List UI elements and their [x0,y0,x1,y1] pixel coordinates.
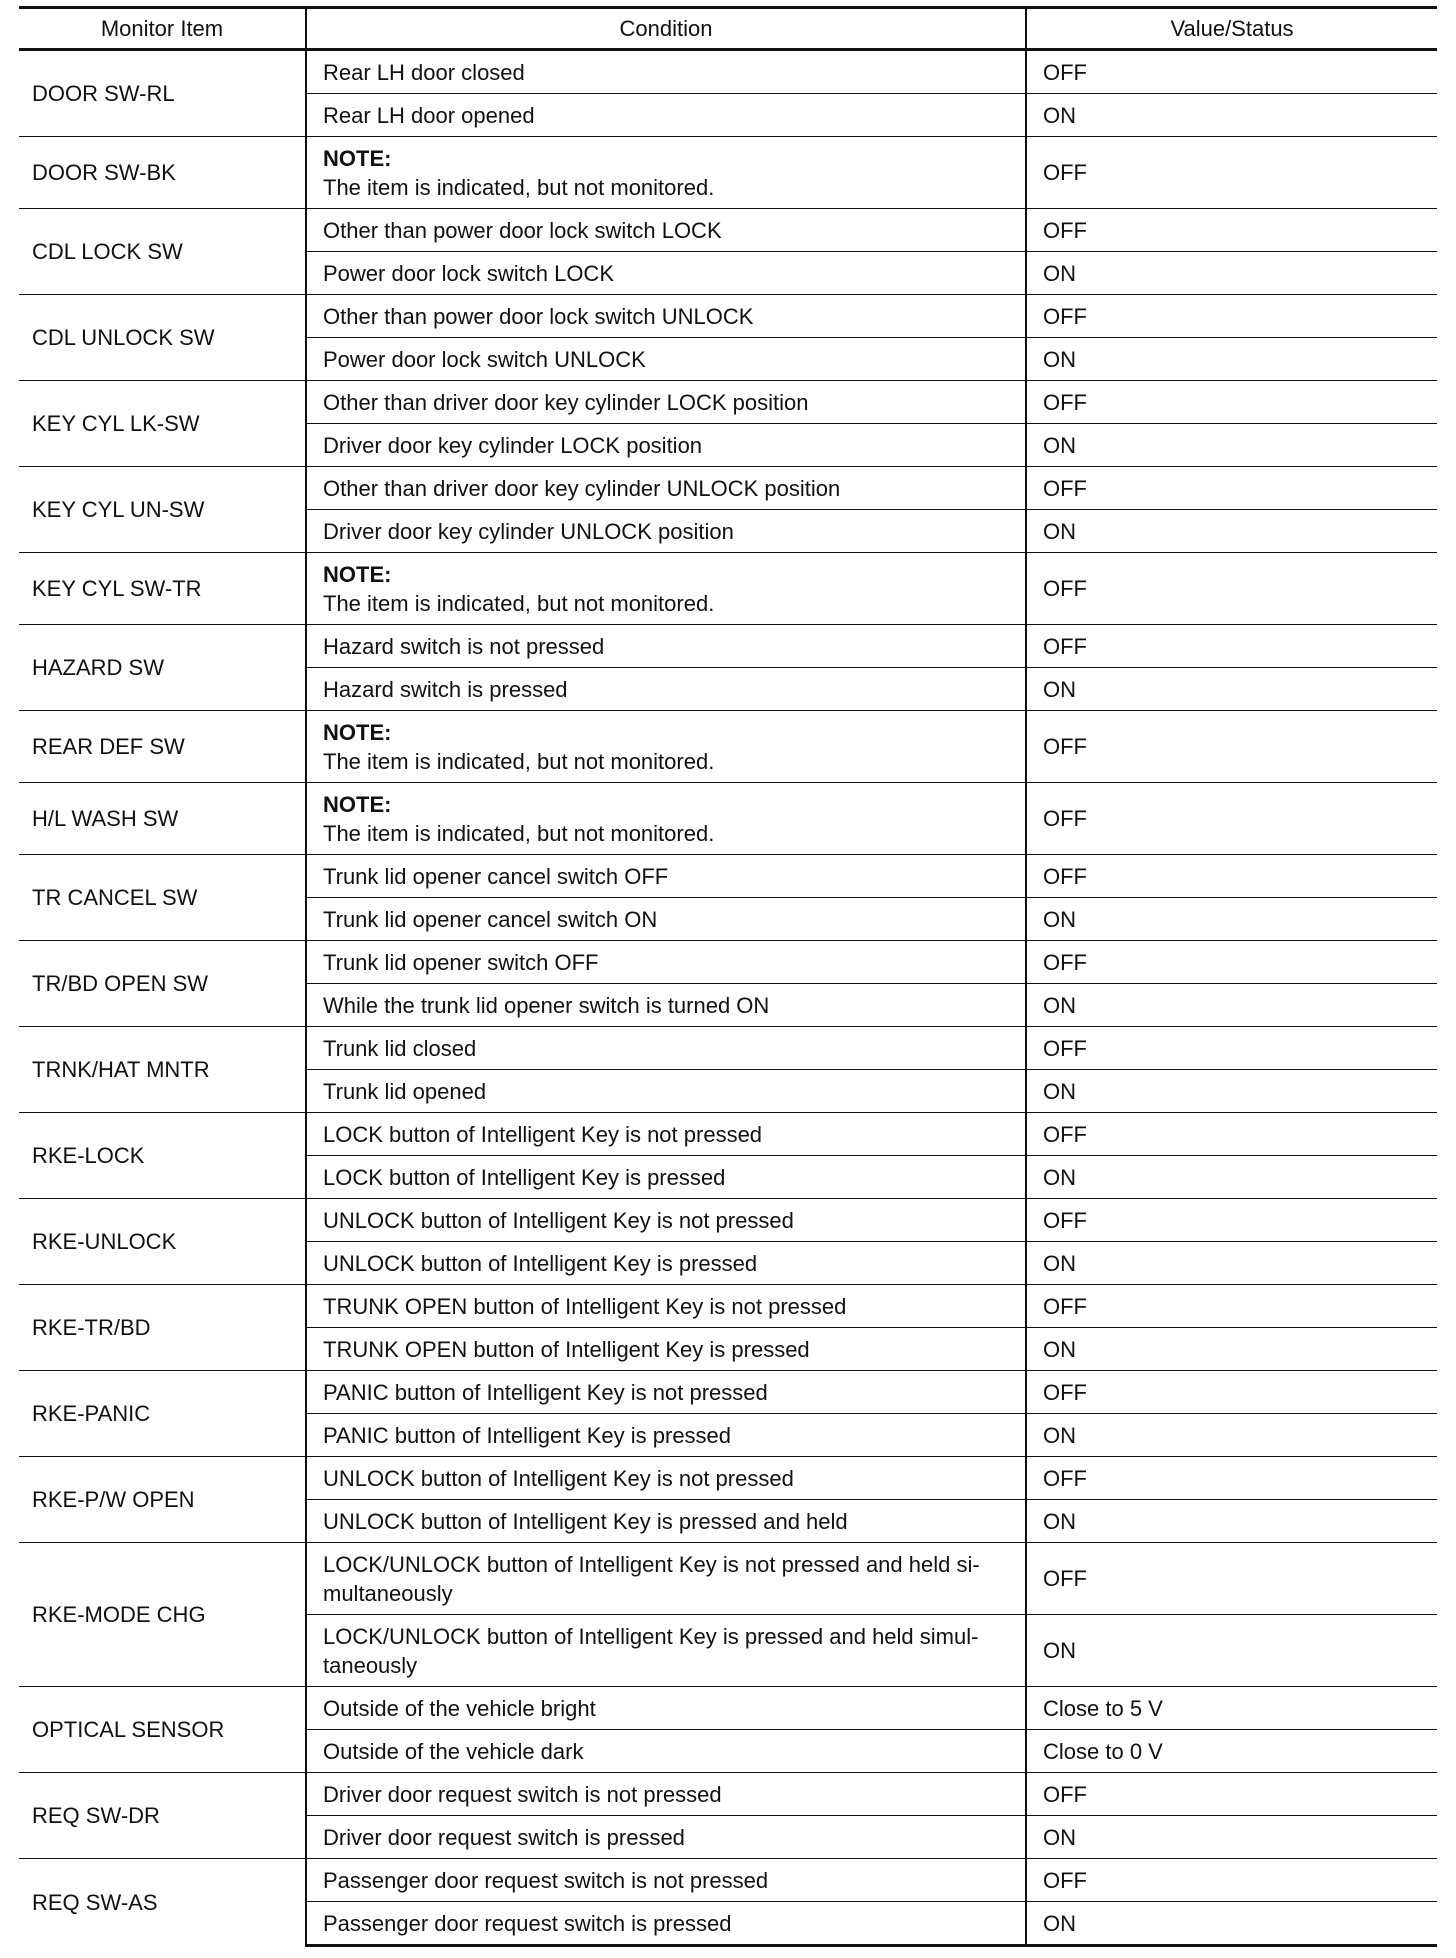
monitor-item-cell: RKE-P/W OPEN [19,1457,306,1543]
value-status-cell: ON [1026,668,1437,711]
monitor-item-cell: CDL LOCK SW [19,209,306,295]
value-status-cell: Close to 5 V [1026,1687,1437,1730]
value-status-cell: OFF [1026,1113,1437,1156]
condition-cell [306,783,1026,855]
condition-cell: While the trunk lid opener switch is turned ON [306,984,1026,1027]
condition-cell: UNLOCK button of Intelligent Key is pressed [306,1242,1026,1285]
table-row [19,1543,1437,1615]
header-row [19,8,1437,50]
condition-cell: Hazard switch is pressed [306,668,1026,711]
value-status-cell: OFF [1026,855,1437,898]
condition-cell: Trunk lid opener cancel switch ON [306,898,1026,941]
note-label: NOTE: [323,791,392,817]
table-row [19,625,1437,668]
value-status-cell: OFF [1026,941,1437,984]
value-status-cell: OFF [1026,137,1437,209]
value-status-cell: Close to 0 V [1026,1730,1437,1773]
header-value-status: Value/Status [1026,8,1437,50]
monitor-item-cell: RKE-TR/BD [19,1285,306,1371]
condition-cell: LOCK/UNLOCK button of Intelligent Key is pressed and held simul- taneously [306,1615,1026,1687]
monitor-item-table [19,6,1437,1947]
monitor-item-cell: RKE-LOCK [19,1113,306,1199]
condition-cell: Hazard switch is not pressed [306,625,1026,668]
value-status-cell: OFF [1026,50,1437,94]
value-status-cell: ON [1026,898,1437,941]
value-status-cell: ON [1026,984,1437,1027]
value-status-cell: ON [1026,1500,1437,1543]
value-status-cell: ON [1026,1414,1437,1457]
condition-cell: Other than power door lock switch LOCK [306,209,1026,252]
condition-cell: UNLOCK button of Intelligent Key is not pressed [306,1199,1026,1242]
table-body [19,50,1437,1946]
condition-cell: Outside of the vehicle dark [306,1730,1026,1773]
condition-cell: Driver door request switch is not pressed [306,1773,1026,1816]
note-text: The item is indicated, but not monitored. [323,174,715,200]
monitor-item-cell: RKE-PANIC [19,1371,306,1457]
value-status-cell: OFF [1026,1371,1437,1414]
condition-cell: Passenger door request switch is pressed [306,1902,1026,1946]
value-status-cell: OFF [1026,625,1437,668]
value-status-cell: ON [1026,94,1437,137]
monitor-item-cell: H/L WASH SW [19,783,306,855]
table-row [19,553,1437,625]
value-status-cell: ON [1026,1615,1437,1687]
value-status-cell: ON [1026,1242,1437,1285]
condition-cell: LOCK/UNLOCK button of Intelligent Key is not pressed and held si- multaneously [306,1543,1026,1615]
condition-cell: Driver door key cylinder UNLOCK position [306,510,1026,553]
value-status-cell: OFF [1026,1543,1437,1615]
monitor-item-cell: OPTICAL SENSOR [19,1687,306,1773]
value-status-cell: OFF [1026,1199,1437,1242]
value-status-cell: OFF [1026,209,1437,252]
condition-cell: Power door lock switch UNLOCK [306,338,1026,381]
condition-cell: LOCK button of Intelligent Key is pressed [306,1156,1026,1199]
monitor-item-cell: REAR DEF SW [19,711,306,783]
table-row [19,1773,1437,1816]
condition-cell: Driver door request switch is pressed [306,1816,1026,1859]
table-row [19,381,1437,424]
condition-cell: PANIC button of Intelligent Key is pressed [306,1414,1026,1457]
monitor-item-cell: RKE-UNLOCK [19,1199,306,1285]
table-row [19,209,1437,252]
monitor-item-cell: REQ SW-DR [19,1773,306,1859]
value-status-cell: OFF [1026,711,1437,783]
condition-cell: TRUNK OPEN button of Intelligent Key is not pressed [306,1285,1026,1328]
condition-cell: Passenger door request switch is not pressed [306,1859,1026,1902]
table-row [19,137,1437,209]
value-status-cell: ON [1026,1902,1437,1946]
table-row [19,783,1437,855]
note-label: NOTE: [323,145,392,171]
note-label: NOTE: [323,719,392,745]
condition-cell: Rear LH door opened [306,94,1026,137]
table-row [19,50,1437,94]
value-status-cell: OFF [1026,381,1437,424]
condition-cell [306,137,1026,209]
value-status-cell: OFF [1026,783,1437,855]
table-row [19,1113,1437,1156]
condition-cell: LOCK button of Intelligent Key is not pressed [306,1113,1026,1156]
monitor-item-cell: TR CANCEL SW [19,855,306,941]
condition-cell: Rear LH door closed [306,50,1026,94]
note-text: The item is indicated, but not monitored. [323,748,715,774]
condition-cell: Other than driver door key cylinder LOCK position [306,381,1026,424]
table-row [19,855,1437,898]
condition-cell: Power door lock switch LOCK [306,252,1026,295]
note-text: The item is indicated, but not monitored. [323,820,715,846]
condition-cell: PANIC button of Intelligent Key is not pressed [306,1371,1026,1414]
monitor-item-cell: KEY CYL UN-SW [19,467,306,553]
table-row [19,467,1437,510]
table-row [19,1285,1437,1328]
table-row [19,1687,1437,1730]
monitor-item-cell: CDL UNLOCK SW [19,295,306,381]
monitor-item-cell: RKE-MODE CHG [19,1543,306,1687]
value-status-cell: OFF [1026,553,1437,625]
value-status-cell: ON [1026,338,1437,381]
condition-cell: Outside of the vehicle bright [306,1687,1026,1730]
note-text: The item is indicated, but not monitored. [323,590,715,616]
condition-cell: Other than power door lock switch UNLOCK [306,295,1026,338]
value-status-cell: OFF [1026,1773,1437,1816]
monitor-item-cell: KEY CYL LK-SW [19,381,306,467]
value-status-cell: OFF [1026,1027,1437,1070]
condition-cell: Other than driver door key cylinder UNLOCK position [306,467,1026,510]
value-status-cell: ON [1026,424,1437,467]
condition-cell: Trunk lid opener cancel switch OFF [306,855,1026,898]
note-label: NOTE: [323,561,392,587]
table-row [19,711,1437,783]
table-row [19,1027,1437,1070]
value-status-cell: OFF [1026,1285,1437,1328]
table-header [19,8,1437,50]
table-row [19,941,1437,984]
monitor-item-cell: TRNK/HAT MNTR [19,1027,306,1113]
table-row [19,295,1437,338]
value-status-cell: OFF [1026,295,1437,338]
table-row [19,1199,1437,1242]
value-status-cell: ON [1026,1156,1437,1199]
condition-cell [306,711,1026,783]
value-status-cell: ON [1026,1328,1437,1371]
value-status-cell: ON [1026,252,1437,295]
table-row [19,1457,1437,1500]
condition-cell [306,553,1026,625]
monitor-item-cell: HAZARD SW [19,625,306,711]
monitor-item-cell: KEY CYL SW-TR [19,553,306,625]
value-status-cell: ON [1026,510,1437,553]
header-monitor-item: Monitor Item [19,8,306,50]
value-status-cell: OFF [1026,467,1437,510]
value-status-cell: ON [1026,1816,1437,1859]
monitor-item-cell: REQ SW-AS [19,1859,306,1946]
value-status-cell: ON [1026,1070,1437,1113]
table-row [19,1859,1437,1902]
condition-cell: UNLOCK button of Intelligent Key is pressed and held [306,1500,1026,1543]
condition-cell: UNLOCK button of Intelligent Key is not pressed [306,1457,1026,1500]
value-status-cell: OFF [1026,1859,1437,1902]
condition-cell: Trunk lid opener switch OFF [306,941,1026,984]
header-condition: Condition [306,8,1026,50]
document-page [19,6,1437,1947]
condition-cell: Trunk lid opened [306,1070,1026,1113]
monitor-item-cell: DOOR SW-RL [19,50,306,137]
condition-cell: Driver door key cylinder LOCK position [306,424,1026,467]
monitor-item-cell: DOOR SW-BK [19,137,306,209]
monitor-item-cell: TR/BD OPEN SW [19,941,306,1027]
condition-cell: TRUNK OPEN button of Intelligent Key is pressed [306,1328,1026,1371]
table-row [19,1371,1437,1414]
value-status-cell: OFF [1026,1457,1437,1500]
condition-cell: Trunk lid closed [306,1027,1026,1070]
